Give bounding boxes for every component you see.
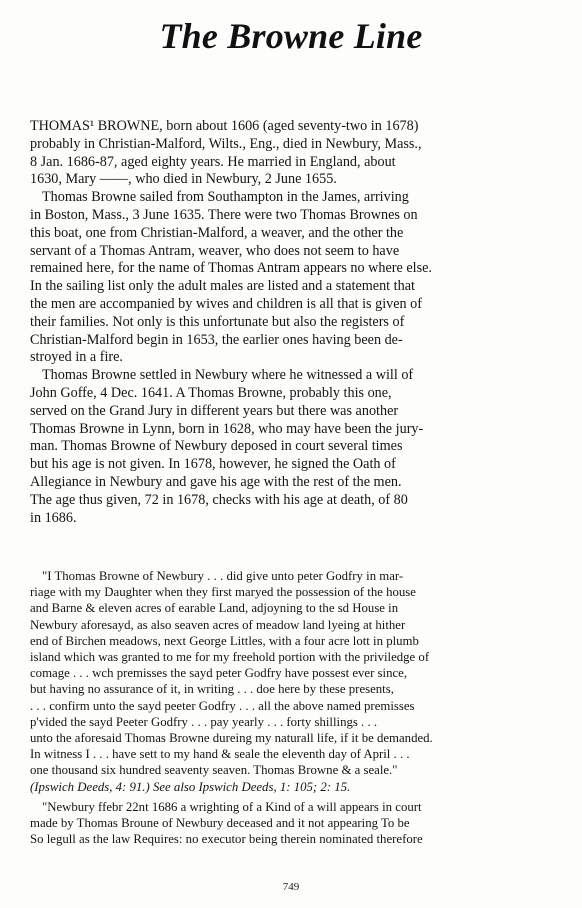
quote-line: unto the aforesaid Thomas Browne dureing my naturall life, if it be demanded.	[30, 731, 433, 746]
body-line: In the sailing list only the adult males are listed and a statement that	[30, 278, 415, 295]
quote-line: "Newbury ffebr 22nt 1686 a wrighting of a Kind of a will appears in court	[42, 799, 422, 814]
body-line: in 1686.	[30, 509, 77, 526]
body-line: stroyed in a fire.	[30, 349, 123, 366]
quote-line: one thousand six hundred seaventy seaven. Thomas Browne & a seale."	[30, 763, 398, 778]
body-line: Christian-Malford begin in 1653, the earlier ones having been de-	[30, 331, 403, 348]
body-line: 1630, Mary ——, who died in Newbury, 2 June 1655.	[30, 171, 337, 188]
quote-line: comage . . . wch premisses the sayd peter Godfry have possest ever since,	[30, 666, 408, 681]
body-line: the men are accompanied by wives and children is all that is given of	[30, 295, 422, 312]
body-line: man. Thomas Browne of Newbury deposed in court several times	[30, 438, 403, 455]
body-line: served on the Grand Jury in different years but there was another	[30, 402, 399, 419]
body-line: their families. Not only is this unfortunate but also the registers of	[30, 313, 405, 330]
citation-line: (Ipswich Deeds, 4: 91.) See also Ipswich Deeds, 1: 105; 2: 15.	[30, 779, 351, 794]
body-line: John Goffe, 4 Dec. 1641. A Thomas Browne, probably this one,	[30, 384, 392, 401]
body-line: Thomas Browne settled in Newbury where he witnessed a will of	[42, 367, 414, 384]
body-line: this boat, one from Christian-Malford, a weaver, and the other the	[30, 224, 404, 241]
body-line: remained here, for the name of Thomas Antram appears no where else.	[30, 260, 432, 277]
quote-line: p'vided the sayd Peeter Godfry . . . pay yearly . . . forty shillings . . .	[30, 714, 378, 729]
quote-line: . . . confirm unto the sayd peeter Godfry . . . all the above named premisses	[30, 698, 415, 713]
body-line: servant of a Thomas Antram, weaver, who does not seem to have	[30, 242, 400, 259]
body-line: but his age is not given. In 1678, however, he signed the Oath of	[30, 456, 396, 473]
body-line: Thomas Browne in Lynn, born in 1628, who may have been the jury-	[30, 420, 424, 437]
body-line: Allegiance in Newbury and gave his age with the rest of the men.	[30, 473, 402, 490]
quote-line: but having no assurance of it, in writing . . . doe here by these presents,	[30, 682, 394, 697]
quoted-deed-text	[30, 568, 550, 847]
main-body-text	[30, 118, 550, 527]
quote-line: island which was granted to me for my freehold portion with the priviledge of	[30, 650, 430, 665]
chapter-title: The Browne Line	[159, 16, 423, 56]
page-number: 749	[282, 881, 300, 893]
quote-line: riage with my Daughter when they first maryed the possession of the house	[30, 585, 416, 600]
quote-line: In witness I . . . have sett to my hand & seale the eleventh day of April . . .	[30, 747, 410, 762]
body-line: The age thus given, 72 in 1678, checks with his age at death, of 80	[30, 491, 408, 508]
quote-line: So legull as the law Requires: no executor being therein nominated therefore	[30, 832, 423, 847]
quote-line: end of Birchen meadows, next George Littles, with a four acre lott in plumb	[30, 633, 419, 648]
quote-line: made by Thomas Broune of Newbury deceased and it not appearing To be	[30, 816, 410, 831]
body-line: THOMAS¹ BROWNE, born about 1606 (aged seventy-two in 1678)	[30, 118, 419, 134]
quote-line: "I Thomas Browne of Newbury . . . did give unto peter Godfry in mar-	[42, 569, 404, 583]
quote-line: Newbury aforesayd, as also seaven acres of meadow land lyeing at hither	[30, 617, 406, 632]
body-line: 8 Jan. 1686-87, aged eighty years. He married in England, about	[30, 153, 396, 170]
body-line: Thomas Browne sailed from Southampton in the James, arriving	[42, 189, 409, 206]
quote-line: and Barne & eleven acres of earable Land, adjoyning to the sd House in	[30, 601, 399, 616]
body-line: in Boston, Mass., 3 June 1635. There were two Thomas Brownes on	[30, 206, 418, 223]
body-line: probably in Christian-Malford, Wilts., Eng., died in Newbury, Mass.,	[30, 135, 422, 152]
